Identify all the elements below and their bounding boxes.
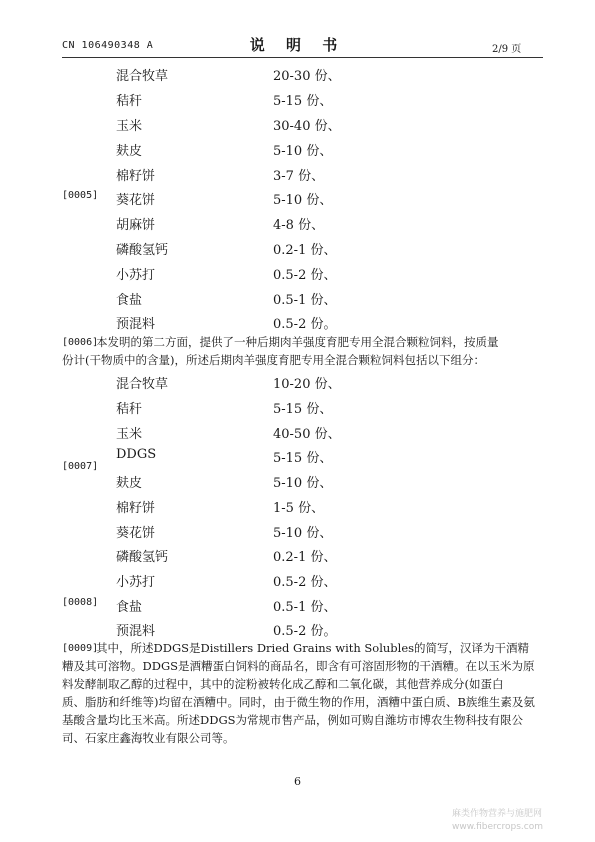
ingredient-quantity: 0.5-2 份、 bbox=[273, 575, 337, 590]
page-counter: 2/9 页 bbox=[492, 44, 522, 55]
ingredient-quantity: 5-15 份、 bbox=[273, 402, 333, 417]
paragraph-text: 基酸含量均比玉米高。所述DDGS为常规市售产品，例如可购自潍坊市博农生物科技有限公 bbox=[62, 713, 524, 727]
ingredient-quantity: 0.5-2 份。 bbox=[273, 624, 337, 639]
page-title: 说 明 书 bbox=[249, 36, 346, 54]
ingredient-name: 麸皮 bbox=[116, 144, 143, 159]
ingredient-name: 棉籽饼 bbox=[116, 169, 156, 184]
ingredient-name: 食盐 bbox=[116, 600, 143, 615]
paragraph-number: [0006] bbox=[62, 337, 99, 348]
ingredient-name: 棉籽饼 bbox=[116, 501, 156, 516]
ingredient-name: DDGS bbox=[116, 447, 157, 462]
ingredient-name: 预混料 bbox=[116, 624, 156, 639]
ingredient-quantity: 5-15 份、 bbox=[273, 94, 333, 109]
ingredient-quantity: 10-20 份、 bbox=[273, 377, 341, 392]
watermark-site-name: 麻类作物营养与施肥网 bbox=[452, 809, 543, 819]
ingredient-name: 混合牧草 bbox=[116, 69, 169, 84]
watermark bbox=[452, 808, 543, 834]
ingredient-name: 玉米 bbox=[116, 427, 143, 442]
ingredient-name: 胡麻饼 bbox=[116, 218, 156, 233]
header-divider bbox=[62, 57, 543, 58]
paragraph-text: 份计(干物质中的含量)，所述后期肉羊强度育肥专用全混合颗粒饲料包括以下组分： bbox=[62, 353, 485, 367]
ingredient-name: 混合牧草 bbox=[116, 377, 169, 392]
ingredient-quantity: 5-10 份、 bbox=[273, 476, 333, 491]
ingredient-quantity: 20-30 份、 bbox=[273, 69, 341, 84]
watermark-url: www.fibercrops.com bbox=[452, 822, 543, 832]
paragraph-text: 质、脂肪和纤维等)均留在酒糟中。同时，由于微生物的作用，酒糟中蛋白质、B族维生素及氨 bbox=[62, 695, 535, 709]
paragraph-text: 司、石家庄鑫海牧业有限公司等。 bbox=[62, 731, 235, 745]
ingredient-quantity: 30-40 份、 bbox=[273, 119, 341, 134]
ingredient-name: 磷酸氢钙 bbox=[116, 243, 169, 258]
paragraph-text: 糟及其可溶物。DDGS是酒糟蛋白饲料的商品名，即含有可溶固形物的干酒糟。在以玉米为原 bbox=[62, 659, 535, 673]
ingredient-name: 麸皮 bbox=[116, 476, 143, 491]
ingredient-quantity: 40-50 份、 bbox=[273, 427, 341, 442]
ingredient-name: 食盐 bbox=[116, 293, 143, 308]
ingredient-quantity: 3-7 份、 bbox=[273, 169, 325, 184]
ingredient-quantity: 1-5 份、 bbox=[273, 501, 325, 516]
ingredient-quantity: 0.5-2 份。 bbox=[273, 317, 337, 332]
ingredient-name: 秸秆 bbox=[116, 402, 143, 417]
ingredient-quantity: 0.5-2 份、 bbox=[273, 268, 337, 283]
ingredient-quantity: 5-15 份、 bbox=[273, 451, 333, 466]
ingredient-name: 秸秆 bbox=[116, 94, 143, 109]
page-number: 6 bbox=[294, 775, 301, 788]
paragraph-number: [0007] bbox=[62, 461, 99, 472]
ingredient-name: 预混料 bbox=[116, 317, 156, 332]
ingredient-name: 小苏打 bbox=[116, 575, 156, 590]
paragraph-number: [0005] bbox=[62, 190, 99, 201]
ingredient-quantity: 0.5-1 份、 bbox=[273, 600, 337, 615]
ingredient-quantity: 0.2-1 份、 bbox=[273, 243, 337, 258]
ingredient-name: 玉米 bbox=[116, 119, 143, 134]
ingredient-name: 葵花饼 bbox=[116, 526, 156, 541]
ingredient-quantity: 0.5-1 份、 bbox=[273, 293, 337, 308]
paragraph-text: 料发酵制取乙醇的过程中，其中的淀粉被转化成乙醇和二氧化碳，其他营养成分(如蛋白 bbox=[62, 677, 504, 691]
ingredient-name: 小苏打 bbox=[116, 268, 156, 283]
ingredient-quantity: 5-10 份、 bbox=[273, 144, 333, 159]
patent-number: CN 106490348 A bbox=[62, 40, 154, 51]
ingredient-quantity: 5-10 份、 bbox=[273, 193, 333, 208]
ingredient-name: 磷酸氢钙 bbox=[116, 550, 169, 565]
ingredient-name: 葵花饼 bbox=[116, 193, 156, 208]
ingredient-quantity: 0.2-1 份、 bbox=[273, 550, 337, 565]
ingredient-quantity: 5-10 份、 bbox=[273, 526, 333, 541]
ingredient-quantity: 4-8 份、 bbox=[273, 218, 325, 233]
paragraph-number: [0008] bbox=[62, 597, 99, 608]
paragraph-number: [0009] bbox=[62, 643, 99, 654]
paragraph-text: 其中，所述DDGS是Distillers Dried Grains with Solubles的简写，汉译为干酒精 bbox=[96, 641, 530, 655]
paragraph-text: 本发明的第二方面，提供了一种后期肉羊强度育肥专用全混合颗粒饲料，按质量 bbox=[96, 335, 499, 349]
